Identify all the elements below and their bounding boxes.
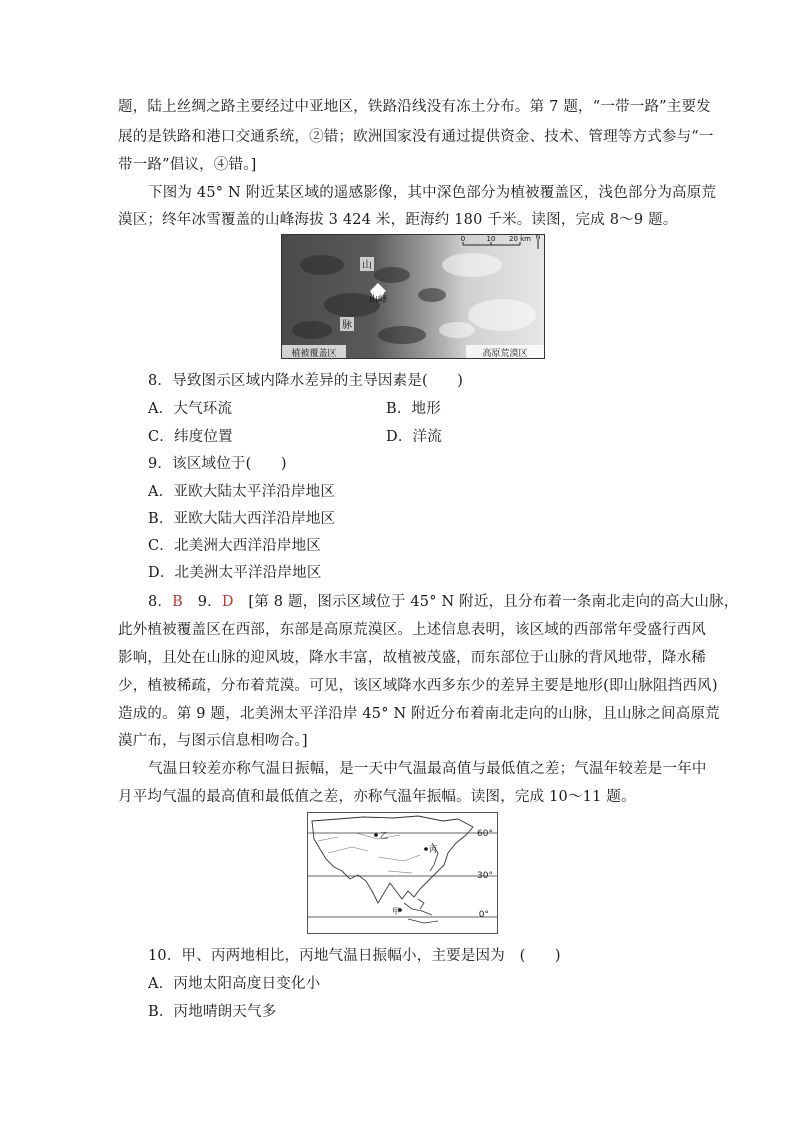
asia-map [307, 812, 498, 934]
paragraph-line: 下图为 45° N 附近某区域的遥感影像，其中深色部分为植被覆盖区，浅色部分为高原荒 [148, 185, 717, 201]
option-8b: B．地形 [386, 401, 441, 417]
place-label-bing: 丙 [429, 845, 437, 854]
answer-8: B [172, 594, 183, 610]
paragraph-line: 题，陆上丝绸之路主要经过中亚地区，铁路沿线没有冻土分布。第 7 题，“一带一路”主要发 [118, 99, 711, 115]
answer-line: 8．B 9．D [第 8 题，图示区域位于 45° N 附近，且分布着一条南北走向的高大山脉， [148, 594, 739, 610]
option-10a: A．丙地太阳高度日变化小 [148, 976, 321, 992]
lat-label-30: 30° [477, 871, 493, 881]
scale-label: 20 km [508, 235, 532, 243]
paragraph-line: 展的是铁路和港口交通系统，②错；欧洲国家没有通过提供资金、技术、管理等方式参与“一 [118, 129, 714, 145]
answer-9: D [221, 594, 234, 610]
desert-zone-label: 高原荒漠区 [482, 349, 528, 358]
question-8: 8．导致图示区域内降水差异的主导因素是( ) [148, 373, 464, 389]
option-9d: D．北美洲太平洋沿岸地区 [148, 565, 322, 581]
paragraph-line: 带一路”倡议，④错。] [118, 157, 257, 173]
north-arrow-icon: N [535, 235, 541, 241]
option-9b: B．亚欧大陆大西洋沿岸地区 [148, 511, 336, 527]
lat-label-60: 60° [477, 829, 493, 839]
option-9a: A．亚欧大陆太平洋沿岸地区 [148, 484, 336, 500]
paragraph-line: 月平均气温的最高值和最低值之差，亦称气温年振幅。读图，完成 10～11 题。 [118, 789, 636, 805]
place-label-jia: 甲 [392, 907, 400, 916]
explanation-line: 此外植被覆盖区在西部，东部是高原荒漠区。上述信息表明，该区域的西部常年受盛行西风 [118, 622, 706, 638]
option-9c: C．北美洲大西洋沿岸地区 [148, 538, 321, 554]
option-10b: B．丙地晴朗天气多 [148, 1004, 277, 1020]
scale-label: 10 [486, 235, 496, 243]
explanation-line: 影响，且处在山脉的迎风坡，降水丰富，故植被茂盛，而东部位于山脉的背风地带，降水稀 [118, 650, 706, 666]
lat-label-0: 0° [478, 910, 489, 920]
option-8a: A．大气环流 [148, 401, 233, 417]
explanation-line: 少，植被稀疏，分布着荒漠。可见，该区域降水西多东少的差异主要是地形(即山脉阻挡西风) [118, 678, 718, 694]
question-10: 10．甲、丙两地相比，丙地气温日振幅小，主要是因为 ( ) [148, 948, 561, 964]
explanation-line: 造成的。第 9 题，北美洲太平洋沿岸 45° N 附近分布着南北走向的山脉，且山脉之间高原荒 [118, 706, 720, 722]
option-8d: D．洋流 [386, 429, 442, 445]
mountain-label-mai: 脉 [342, 320, 352, 331]
remote-sensing-image [281, 234, 545, 359]
paragraph-line: 漠区；终年冰雪覆盖的山峰海拔 3 424 米，距海约 180 千米。读图，完成 8～9 题。 [118, 212, 678, 228]
paragraph-line: 气温日较差亦称气温日振幅，是一天中气温最高值与最低值之差；气温年较差是一年中 [148, 761, 707, 777]
scale-label: 0 [460, 235, 466, 243]
question-9: 9．该区域位于( ) [148, 456, 287, 472]
option-8c: C．纬度位置 [148, 429, 233, 445]
vegetation-zone-label: 植被覆盖区 [291, 349, 337, 358]
explanation-line: 漠广布，与图示信息相吻合。] [118, 733, 308, 749]
peak-label: 山峰 [368, 295, 388, 305]
mountain-label-shan: 山 [362, 260, 372, 271]
place-label-yi: 乙 [380, 831, 388, 840]
